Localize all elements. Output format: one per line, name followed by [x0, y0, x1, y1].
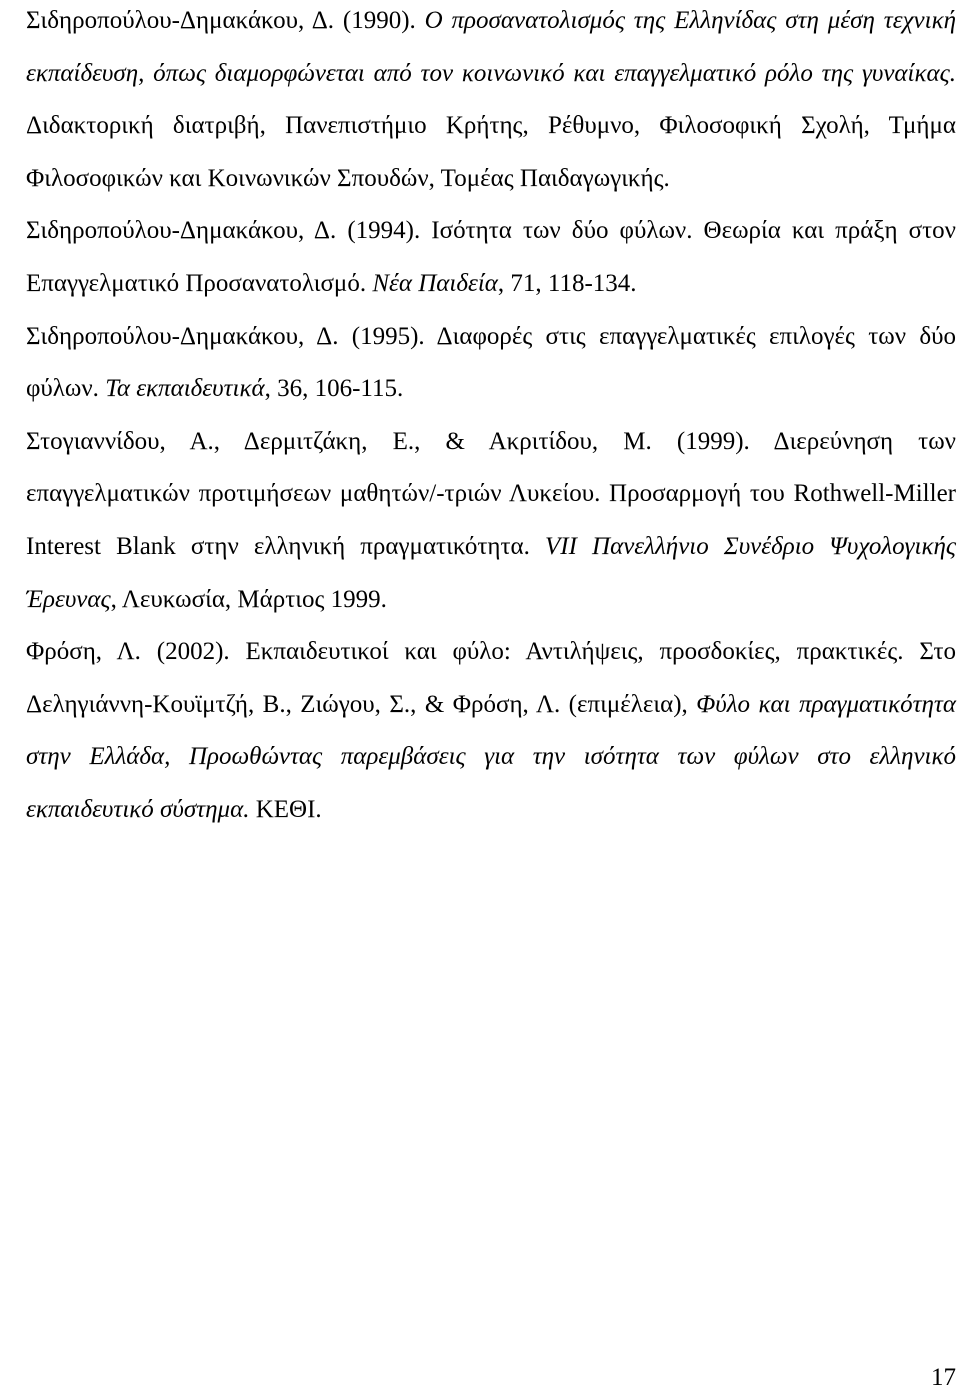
reference-authors: Σιδηροπούλου-Δημακάκου, Δ. (1990).: [26, 7, 425, 34]
reference-authors-title: Φρόση, Λ. (2002). Εκπαιδευτικοί και φύλο: Αντιλήψεις, προσδοκίες, πρακτικές. Στο Δεληγιάννη-Κουϊμτζή, Β., Ζιώγου, Σ., & Φρόση, Λ. (επιμέλεια),: [26, 638, 956, 718]
reference-entry: [26, 205, 956, 310]
reference-authors-title: Σιδηροπούλου-Δημακάκου, Δ. (1994). Ισότητα των δύο φύλων. Θεωρία και πράξη στον Επαγγελματικό Προσανατολισμό.: [26, 217, 956, 297]
reference-authors-title: Στογιαννίδου, Α., Δερμιτζάκη, Ε., & Ακριτίδου, Μ. (1999). Διερεύνηση των επαγγελματικών προτιμήσεων μαθητών/-τριών Λυκείου. Προσαρμογή του Rothwell-Miller Interest Blank στην ελληνική πραγματικότητα.: [26, 427, 956, 560]
reference-details: ΚΕΘΙ.: [249, 795, 322, 823]
reference-entry: [26, 0, 956, 205]
reference-journal: Νέα Παιδεία: [372, 269, 498, 297]
page-number: 17: [931, 1364, 956, 1391]
reference-book-title: Φύλο και πραγματικότητα στην Ελλάδα, Προωθώντας παρεμβάσεις για την ισότητα των φύλων στο ελληνικό εκπαιδευτικό σύστημα.: [26, 690, 956, 823]
reference-title: Ο προσανατολισμός της Ελληνίδας στη μέση τεχνική εκπαίδευση, όπως διαμορφώνεται από τον κοινωνικό και επαγγελματικό ρόλο της γυναίκας.: [26, 7, 956, 87]
reference-entry: [26, 416, 956, 626]
reference-details: , 71, 118-134.: [497, 269, 637, 297]
reference-details: , 36, 106-115.: [264, 375, 404, 403]
reference-journal: Τα εκπαιδευτικά: [105, 375, 265, 403]
reference-entry: [26, 311, 956, 416]
reference-authors-title: Σιδηροπούλου-Δημακάκου, Δ. (1995). Διαφορές στις επαγγελματικές επιλογές των δύο φύλων.: [26, 322, 956, 403]
reference-details: , Λευκωσία, Μάρτιος 1999.: [110, 585, 387, 613]
reference-details: Διδακτορική διατριβή, Πανεπιστήμιο Κρήτης, Ρέθυμνο, Φιλοσοφική Σχολή, Τμήμα Φιλοσοφικών και Κοινωνικών Σπουδών, Τομέας Παιδαγωγικής.: [26, 112, 956, 192]
reference-entry: [26, 626, 956, 836]
reference-list: [26, 0, 956, 837]
reference-journal: VII Πανελλήνιο Συνέδριο Ψυχολογικής Έρευνας: [26, 532, 956, 613]
